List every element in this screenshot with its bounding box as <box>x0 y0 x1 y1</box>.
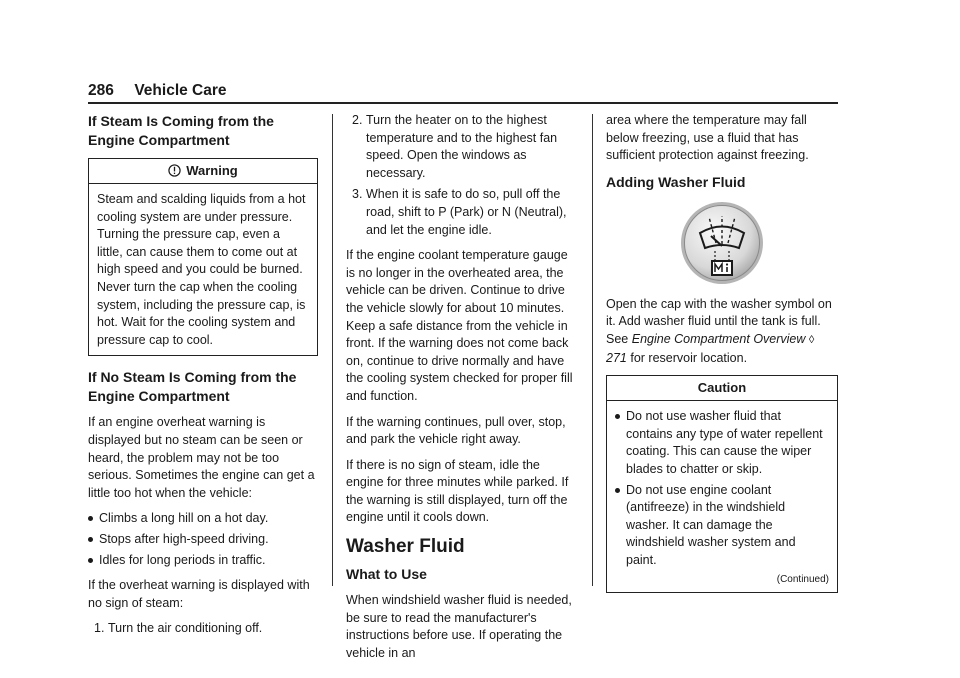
list-item: Climbs a long hill on a hot day. <box>88 510 318 528</box>
warning-title: Warning <box>186 163 238 178</box>
caution-list <box>615 408 829 569</box>
column-2 <box>346 112 578 670</box>
step-number: 3. <box>352 187 363 202</box>
list-item: Idles for long periods in traffic. <box>88 552 318 570</box>
steps-list-2 <box>346 112 578 239</box>
reference-arrow-icon: ◊ <box>808 333 815 346</box>
para-displayed: If the overheat warning is displayed with no sign of steam: <box>88 578 310 610</box>
step-item <box>346 186 578 239</box>
heading-adding-washer-fluid: Adding Washer Fluid <box>606 173 746 190</box>
para-open-cap-text: Open the cap with the washer symbol on it. Add washer fluid until the tank is full. See <box>606 296 832 346</box>
cross-reference-link[interactable]: Engine Compartment Overview <box>631 331 806 346</box>
washer-symbol-figure <box>606 200 838 286</box>
list-item: Do not use washer fluid that contains any type of water repellent coating. This can cause the wiper blades to chatter or skip. <box>615 408 829 478</box>
step-item <box>346 112 578 182</box>
para-continues: If the warning continues, pull over, stop, and park the vehicle right away. <box>346 414 566 447</box>
heading-what-to-use: What to Use <box>346 566 427 583</box>
warning-box <box>88 158 318 356</box>
para-gauge: If the engine coolant temperature gauge is no longer in the overheated area, the vehicle can be driven. Continue to drive the vehicle slowly for about 10 minutes. Keep a safe distance from the vehicle in front. If the warning does not come back on, continue to drive normally and have the cooling system checked for proper fill and function. <box>346 248 573 403</box>
warning-text: Steam and scalding liquids from a hot cooling system are under pressure. Turning the pressure cap, even a little, can cause them to come out at high speed and you could be burned. Never turn the cap when the cooling system, including the pressure cap, is hot. Wait for the cooling system and pressure cap to cool. <box>97 192 306 347</box>
caution-box <box>606 375 838 592</box>
para-open-cap <box>606 296 838 367</box>
column-divider-1 <box>332 114 333 586</box>
step-text: When it is safe to do so, pull off the road, shift to P (Park) or N (Neutral), and let the engine idle. <box>366 187 567 237</box>
warning-icon <box>168 164 181 177</box>
overheat-conditions-list <box>88 510 318 569</box>
steps-list-1 <box>88 620 318 638</box>
step-text: Turn the air conditioning off. <box>108 621 263 636</box>
para-freezing: area where the temperature may fall below freezing, use a fluid that has sufficient protection against freezing. <box>606 113 809 163</box>
reference-page-number[interactable]: 271 <box>606 350 627 365</box>
para-open-cap-tail: for reservoir location. <box>630 350 748 365</box>
para-no-sign: If there is no sign of steam, idle the engine for three minutes while parked. If the warning is still displayed, turn off the engine until it cools down. <box>346 457 569 525</box>
page-number: 286 <box>88 82 114 99</box>
caution-header: Caution <box>607 376 837 401</box>
list-item: Do not use engine coolant (antifreeze) in the windshield washer. It can damage the windshield washer system and paint. <box>615 482 829 570</box>
heading-steam: If Steam Is Coming from the Engine Compartment <box>88 113 274 148</box>
continued-label: (Continued) <box>776 573 829 585</box>
step-text: Turn the heater on to the highest temperature and to the highest fan speed. Open the windows as necessary. <box>366 113 558 180</box>
heading-washer-fluid: Washer Fluid <box>346 536 465 558</box>
column-divider-2 <box>592 114 593 586</box>
list-item: Stops after high-speed driving. <box>88 531 318 549</box>
step-item <box>88 620 318 638</box>
header-rule <box>88 102 838 104</box>
step-number: 1. <box>94 621 105 636</box>
step-number: 2. <box>352 113 363 127</box>
column-1 <box>88 112 318 646</box>
para-overheat: If an engine overheat warning is displayed but no steam can be seen or heard, the problem may not be too serious. Sometimes the engine can get a little too hot when the vehicle: <box>88 415 315 500</box>
heading-no-steam: If No Steam Is Coming from the Engine Compartment <box>88 369 297 405</box>
warning-header <box>89 159 317 184</box>
washer-fluid-icon <box>679 200 765 286</box>
column-3 <box>606 112 838 605</box>
page-header <box>88 82 838 102</box>
para-what-to-use: When windshield washer fluid is needed, be sure to read the manufacturer's instructions before use. If operating the vehicle in an <box>346 593 572 660</box>
section-title: Vehicle Care <box>134 82 227 99</box>
